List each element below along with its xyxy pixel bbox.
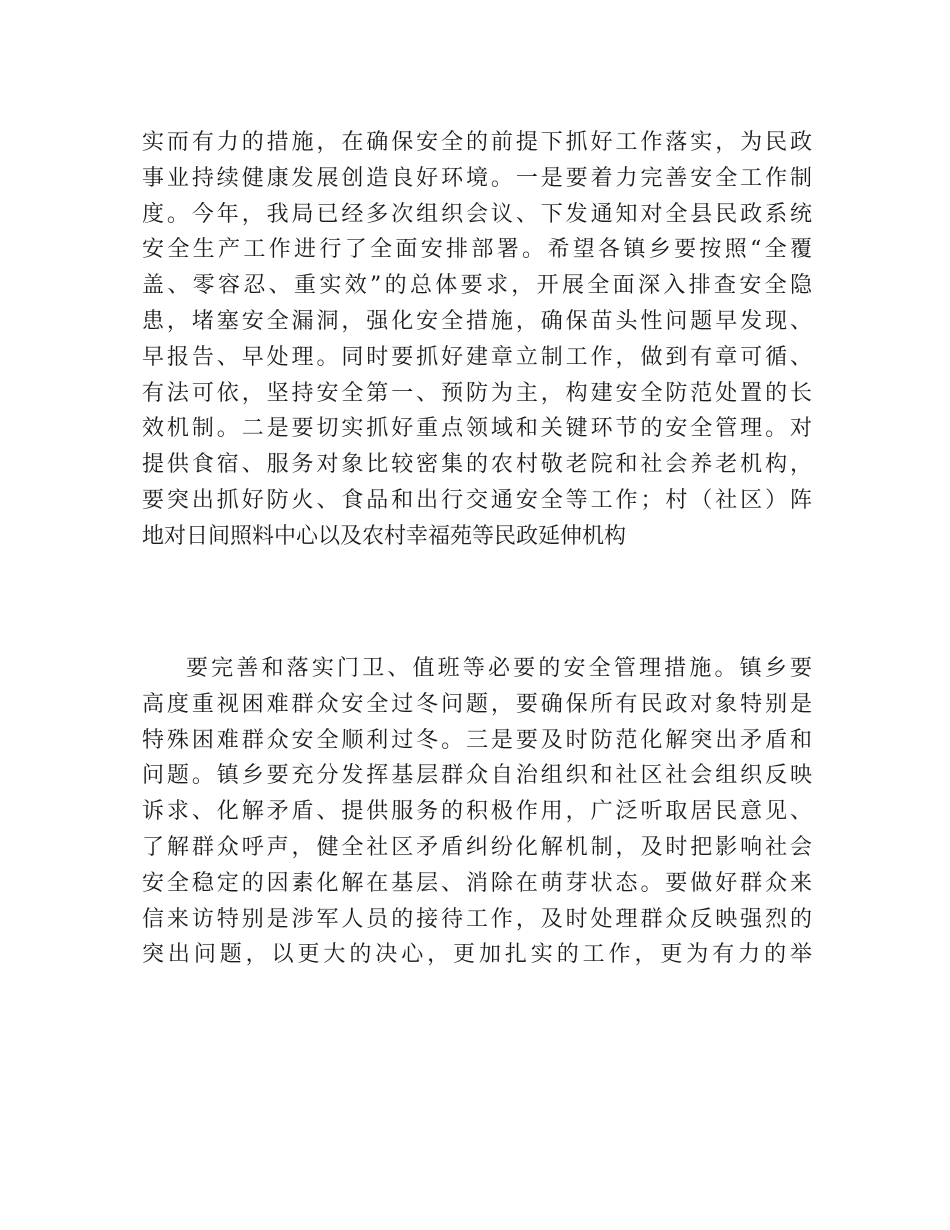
text-line: 安全稳定的因素化解在基层、消除在萌芽状态。要做好群众来 (142, 870, 812, 896)
text-line: 信来访特别是涉军人员的接待工作，及时处理群众反映强烈的 (142, 906, 812, 932)
text-line: 地对日间照料中心以及农村幸福苑等民政延伸机构 (142, 523, 627, 549)
paragraph-1 (142, 125, 812, 555)
text-line: 早报告、早处理。同时要抓好建章立制工作，做到有章可循、 (142, 344, 812, 370)
text-line: 盖、零容忍、重实效”的总体要求，开展全面深入排查安全隐 (142, 273, 812, 299)
paragraph-2 (142, 651, 812, 973)
text-line: 实而有力的措施，在确保安全的前提下抓好工作落实，为民政 (142, 130, 812, 155)
text-line: 度。今年，我局已经多次组织会议、下发通知对全县民政系统 (142, 201, 812, 227)
text-line: 有法可依，坚持安全第一、预防为主，构建安全防范处置的长 (142, 380, 812, 406)
text-line: 效机制。二是要切实抓好重点领域和关键环节的安全管理。对 (142, 416, 812, 442)
text-line: 高度重视困难群众安全过冬问题，要确保所有民政对象特别是 (142, 691, 812, 717)
text-line: 突出问题，以更大的决心，更加扎实的工作，更为有力的举 (142, 942, 812, 968)
text-line: 患，堵塞安全漏洞，强化安全措施，确保苗头性问题早发现、 (142, 308, 812, 334)
text-line: 提供食宿、服务对象比较密集的农村敬老院和社会养老机构， (142, 452, 812, 478)
text-line: 了解群众呼声，健全社区矛盾纠纷化解机制，及时把影响社会 (142, 834, 812, 860)
text-line: 特殊困难群众安全顺利过冬。三是要及时防范化解突出矛盾和 (142, 727, 812, 753)
text-line: 安全生产工作进行了全面安排部署。希望各镇乡要按照“全覆 (142, 237, 812, 263)
text-line: 要突出抓好防火、食品和出行交通安全等工作；村（社区）阵 (142, 487, 812, 513)
text-line: 问题。镇乡要充分发挥基层群众自治组织和社区社会组织反映 (142, 763, 812, 789)
text-line: 要完善和落实门卫、值班等必要的安全管理措施。镇乡要 (186, 656, 812, 681)
text-line: 事业持续健康发展创造良好环境。一是要着力完善安全工作制 (142, 165, 812, 191)
text-line: 诉求、化解矛盾、提供服务的积极作用，广泛听取居民意见、 (142, 799, 812, 825)
